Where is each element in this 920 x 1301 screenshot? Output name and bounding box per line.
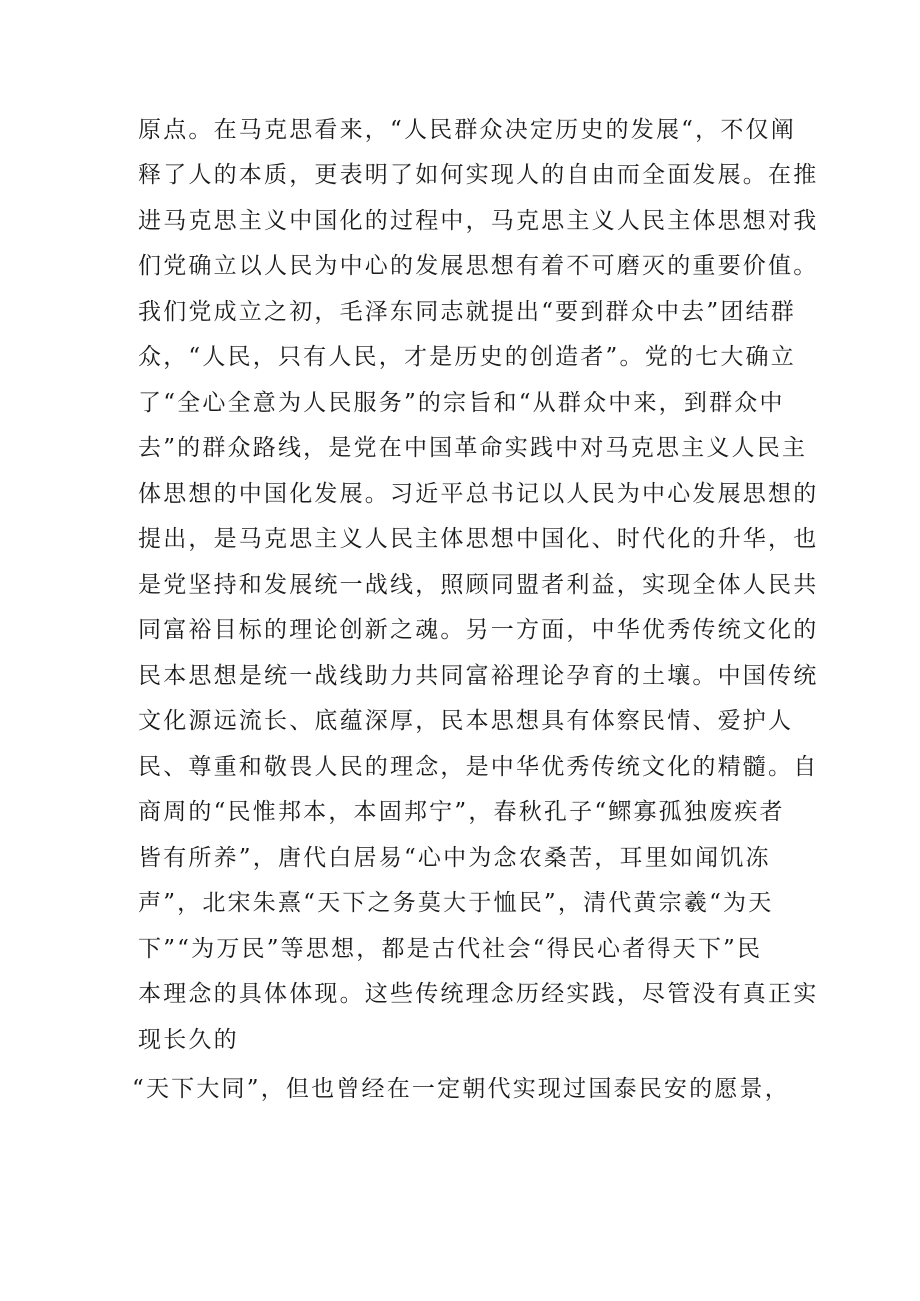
text-line: “天下大同”，但也曾经在一定朝代实现过国泰民安的愿景， bbox=[132, 1076, 790, 1102]
text-line: 提出，是马克思主义人民主体思想中国化、时代化的升华，也 bbox=[138, 526, 819, 552]
text-line: 们党确立以人民为中心的发展思想有着不可磨灭的重要价值。 bbox=[138, 253, 819, 279]
text-line: 释了人的本质，更表明了如何实现人的自由而全面发展。在推 bbox=[138, 162, 819, 188]
text-line: 本理念的具体体现。这些传统理念历经实践，尽管没有真正实 bbox=[138, 981, 819, 1007]
text-line: 体思想的中国化发展。习近平总书记以人民为中心发展思想的 bbox=[138, 481, 819, 507]
text-line: 了“全心全意为人民服务”的宗旨和“从群众中来，到群众中 bbox=[138, 390, 785, 416]
text-line: 是党坚持和发展统一战线，照顾同盟者利益，实现全体人民共 bbox=[138, 572, 819, 598]
text-line: 去”的群众路线，是党在中国革命实践中对马克思主义人民主 bbox=[138, 435, 808, 461]
text-line: 我们党成立之初，毛泽东同志就提出“要到群众中去”团结群 bbox=[138, 299, 796, 325]
text-line: 现长久的 bbox=[138, 1027, 239, 1053]
text-line: 原点。在马克思看来，“人民群众决定历史的发展“，不仅阐 bbox=[138, 117, 796, 143]
text-line: 声”，北宋朱熹“天下之务莫大于恤民”，清代黄宗羲“为天 bbox=[138, 890, 774, 916]
text-line: 皆有所养”，唐代白居易“心中为念农桑苦，耳里如闻饥冻 bbox=[138, 845, 771, 871]
text-line: 下”“为万民”等思想，都是古代社会“得民心者得天下”民 bbox=[138, 936, 763, 962]
text-line: 民、尊重和敬畏人民的理念，是中华优秀传统文化的精髓。自 bbox=[138, 754, 819, 780]
text-line: 商周的“民惟邦本，本固邦宁”，春秋孔子“鳏寡孤独废疾者 bbox=[138, 799, 785, 825]
text-line: 进马克思主义中国化的过程中，马克思主义人民主体思想对我 bbox=[138, 208, 819, 234]
text-line: 众，“人民，只有人民，才是历史的创造者”。党的七大确立 bbox=[138, 344, 796, 370]
text-line: 民本思想是统一战线助力共同富裕理论孕育的土壤。中国传统 bbox=[138, 663, 819, 689]
text-line: 同富裕目标的理论创新之魂。另一方面，中华优秀传统文化的 bbox=[138, 617, 819, 643]
text-line: 文化源远流长、底蕴深厚，民本思想具有体察民情、爱护人 bbox=[138, 708, 794, 734]
